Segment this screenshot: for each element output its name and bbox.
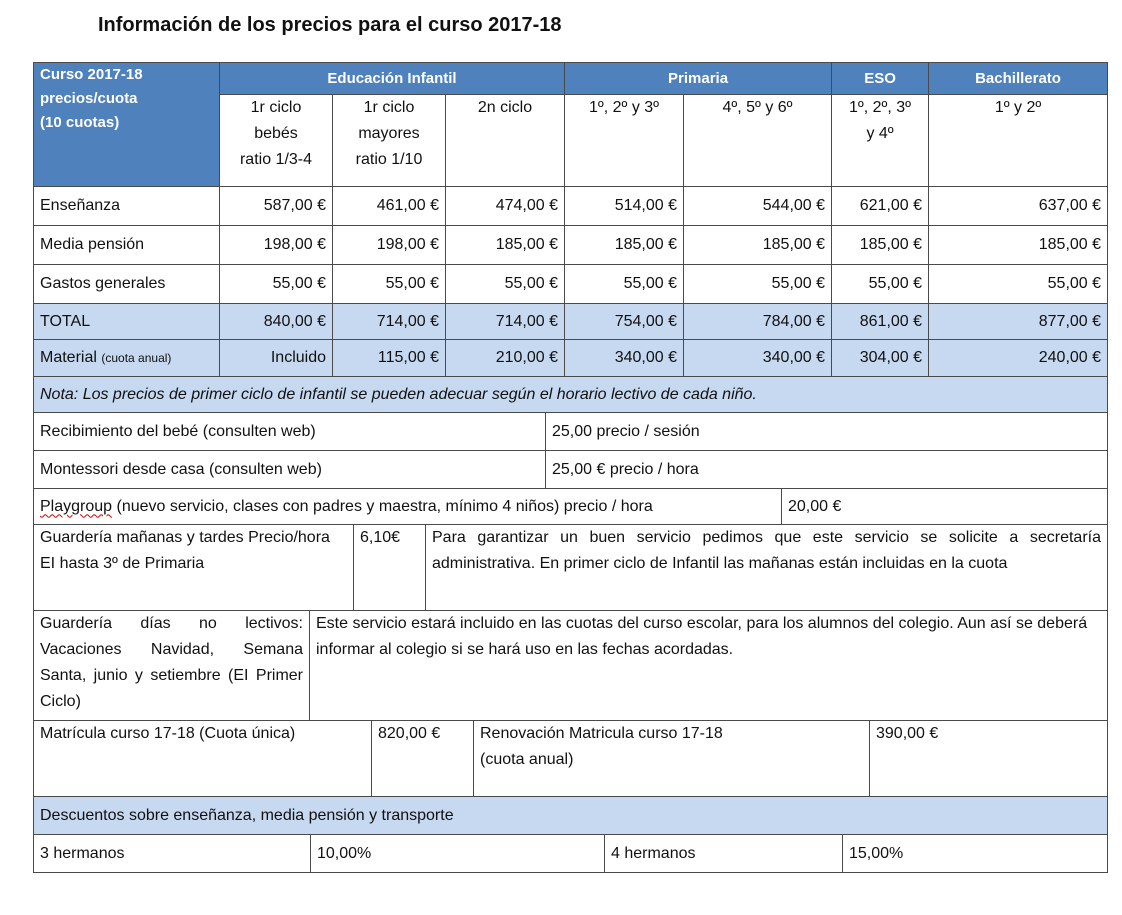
row-label [34,340,220,377]
playgroup-table [33,488,1108,525]
table-row [34,413,1108,451]
price-cell: 55,00 € [446,265,565,304]
price-cell: 185,00 € [832,226,929,265]
descuentos-header-row [34,797,1108,835]
nota-text: Nota: Los precios de primer ciclo de infantil se pueden adecuar según el horario lectivo de cada niño. [34,377,1108,413]
price-document [33,62,1107,873]
total-row [34,304,1108,340]
descuento-value: 15,00% [843,835,1108,873]
playgroup-label [34,489,782,525]
price-cell: 714,00 € [333,304,446,340]
subcol-header: 2n ciclo [446,95,565,187]
header-group-bachillerato: Bachillerato [929,63,1108,95]
price-cell: 340,00 € [565,340,684,377]
montessori-label: Montessori desde casa (consulten web) [34,451,546,489]
matricula-label: Matrícula curso 17-18 (Cuota única) [34,721,372,797]
descuento-label: 4 hermanos [605,835,843,873]
guarderia-value: 6,10€ [354,525,426,611]
table-row [34,489,1108,525]
subcol-header: 1º y 2º [929,95,1108,187]
table-row [34,611,1108,721]
price-cell: 55,00 € [565,265,684,304]
table-row [34,835,1108,873]
matricula-table [33,720,1108,797]
price-cell: 185,00 € [929,226,1108,265]
price-cell: 55,00 € [832,265,929,304]
playgroup-value: 20,00 € [782,489,1108,525]
table-row [34,451,1108,489]
price-cell: 637,00 € [929,187,1108,226]
price-cell: 861,00 € [832,304,929,340]
price-cell: Incluido [220,340,333,377]
price-cell: 840,00 € [220,304,333,340]
nota-row [34,377,1108,413]
price-cell: 877,00 € [929,304,1108,340]
subcol-header: 1º, 2º y 3º [565,95,684,187]
guarderia-note: Para garantizar un buen servicio pedimos que este servicio se solicite a secretaría administrativa. En primer ciclo de Infantil las mañanas están incluidas en la cuota [426,525,1108,611]
guarderia-label: Guardería mañanas y tardes Precio/hora EI hasta 3º de Primaria [34,525,354,611]
price-cell: 621,00 € [832,187,929,226]
row-label: Media pensión [34,226,220,265]
table-row [34,265,1108,304]
recibimiento-label: Recibimiento del bebé (consulten web) [34,413,546,451]
price-cell: 340,00 € [684,340,832,377]
price-cell: 514,00 € [565,187,684,226]
price-cell: 474,00 € [446,187,565,226]
price-cell: 55,00 € [929,265,1108,304]
header-row-groups [34,63,1108,95]
price-cell: 544,00 € [684,187,832,226]
price-cell: 240,00 € [929,340,1108,377]
no-lectivos-note: Este servicio estará incluido en las cuotas del curso escolar, para los alumnos del colegio. Aun así se deberá informar al colegio si se hará uso en las fechas acordadas. [310,611,1108,721]
price-cell: 55,00 € [333,265,446,304]
playgroup-word: Playgroup [40,497,113,515]
price-cell: 784,00 € [684,304,832,340]
material-row [34,340,1108,377]
price-cell: 185,00 € [565,226,684,265]
header-group-eso: ESO [832,63,929,95]
material-label-note: (cuota anual) [101,351,172,365]
subcol-header: 1º, 2º, 3º y 4º [832,95,929,187]
row-label: Enseñanza [34,187,220,226]
price-cell: 198,00 € [333,226,446,265]
price-cell: 210,00 € [446,340,565,377]
descuento-value: 10,00% [311,835,605,873]
montessori-value: 25,00 € precio / hora [546,451,1108,489]
renovacion-value: 390,00 € [870,721,1108,797]
descuento-label: 3 hermanos [34,835,311,873]
playgroup-desc: (nuevo servicio, clases con padres y maestra, mínimo 4 niños) precio / hora [112,497,653,515]
price-cell: 754,00 € [565,304,684,340]
descuentos-title: Descuentos sobre enseñanza, media pensión y transporte [34,797,1108,835]
subcol-header: 1r ciclo bebés ratio 1/3-4 [220,95,333,187]
price-cell: 55,00 € [220,265,333,304]
header-corner: Curso 2017-18 precios/cuota (10 cuotas) [34,63,220,187]
price-cell: 304,00 € [832,340,929,377]
recibimiento-value: 25,00 precio / sesión [546,413,1108,451]
price-cell: 587,00 € [220,187,333,226]
price-table [33,62,1108,413]
no-lectivos-label: Guardería días no lectivos: Vacaciones Navidad, Semana Santa, junio y setiembre (EI Primer Ciclo) [34,611,310,721]
table-row [34,187,1108,226]
row-label: Gastos generales [34,265,220,304]
price-cell: 198,00 € [220,226,333,265]
price-cell: 55,00 € [684,265,832,304]
header-group-primaria: Primaria [565,63,832,95]
guarderia-no-lectivos-table [33,610,1108,721]
row-label: TOTAL [34,304,220,340]
price-cell: 185,00 € [684,226,832,265]
descuentos-table [33,796,1108,873]
price-cell: 461,00 € [333,187,446,226]
material-label: Material [40,349,97,366]
services-table [33,412,1108,489]
price-cell: 185,00 € [446,226,565,265]
header-group-infantil: Educación Infantil [220,63,565,95]
page-title: Información de los precios para el curso 2017-18 [98,14,562,36]
subcol-header: 1r ciclo mayores ratio 1/10 [333,95,446,187]
table-row [34,721,1108,797]
price-cell: 115,00 € [333,340,446,377]
guarderia-table [33,524,1108,611]
matricula-value: 820,00 € [372,721,474,797]
renovacion-label: Renovación Matricula curso 17-18 (cuota anual) [474,721,870,797]
price-cell: 714,00 € [446,304,565,340]
subcol-header: 4º, 5º y 6º [684,95,832,187]
table-row [34,226,1108,265]
table-row [34,525,1108,611]
